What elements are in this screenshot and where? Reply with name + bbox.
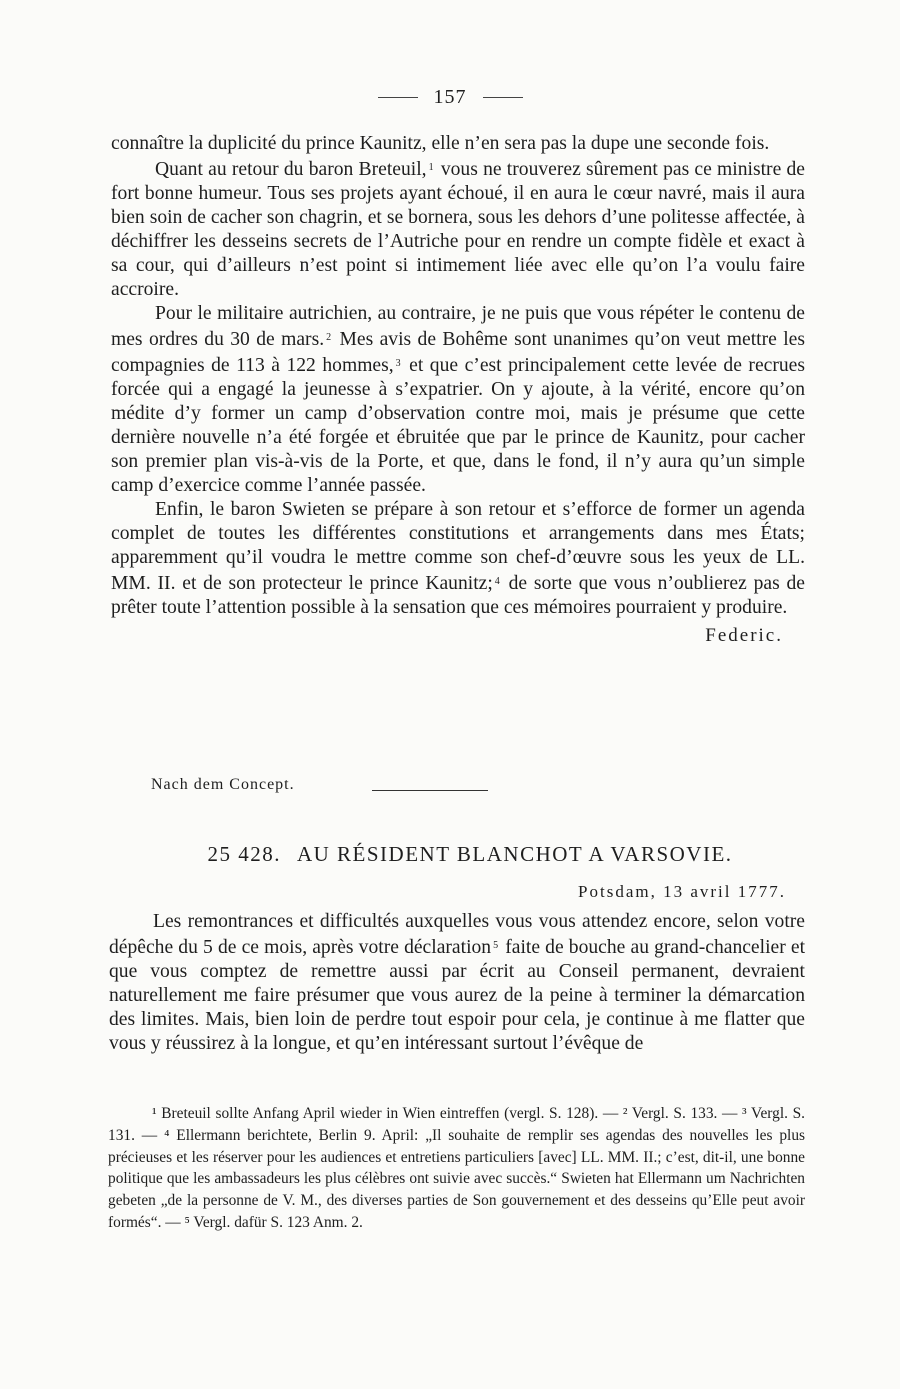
header-dash-left [378,97,418,98]
paragraph-2-text-b: vous ne trouverez sûrement pas ce ministre de fort bonne humeur. Tous ses projets ayant échoué, il en aura le cœur navré, mais il aura bien soin de cacher son chagrin, et se bornera, sous les dehors d’une politesse affectée, à déchiffrer les desseins secrets de l’Autriche pour en rendre un compte fidèle et exact à sa cour, qui d’ailleurs n’est point si intimement liée avec elle qu’on l’a voulu faire accroire. [111,159,806,300]
running-header [0,86,900,109]
letter-paragraph [109,910,805,1056]
footnotes-text: ¹ Breteuil sollte Anfang April wieder in Wien eintreffen (vergl. S. 128). — ² Vergl. S. 133. — ³ Vergl. S. 131. — ⁴ Ellermann berichtete, Berlin 9. April: „Il souhaite de remplir ses agendas des nouvelles les plus précieuses et les réserver pour les audiences et entretiens particuliers [avec] LL. MM. II.; c’est, dit-il, une bonne politique que les ambassadeurs les plus célèbres ont suivie avec succès.“ Swieten hat Ellermann um Nachrichten gebeten „de la personne de V. M., des diverses parties de Son gouvernement et des desseins qu’Elle peut avoir formés“. — ⁵ Vergl. dafür S. 123 Anm. 2. [108,1105,805,1231]
document-number: 25 428. [207,842,281,866]
source-note-row [151,776,751,794]
paragraph-2 [111,156,805,302]
paragraph-4-text-b: de sorte que vous n’oublierez pas de prêter toute l’attention possible à la sensation que ces mémoires pourraient y produire. [111,573,805,618]
footnote-ref-3: 3 [395,358,401,369]
section-divider [372,790,488,791]
footnotes [108,1103,805,1234]
paragraph-4 [111,498,805,620]
letter-body [109,910,805,1056]
footnote-ref-4: 4 [494,576,500,587]
header-dash-right [483,97,523,98]
footnote-ref-2: 2 [326,332,332,343]
letter-text-a: Les remontrances et difficultés auxquelles vous vous attendez encore, selon votre dépêche du 5 de ce mois, après votre déclaration [109,911,805,958]
paragraph-3-text-c: et que c’est principalement cette levée de recrues forcée qui a engagé la jeunesse à s’expatrier. On y ajoute, à la vérité, encore qu’on médite d’y former un camp d’observation contre moi, mais je présume que cette dernière nouvelle n’a été forgée et ébruitée que par le prince de Kaunitz, pour cacher son premier plan vis-à-vis de la Porte, et que, dans le fond, il n’y aura qu’un simple camp d’exercice comme l’année passée. [111,355,805,496]
paragraph-2-text-a: Quant au retour du baron Breteuil, [155,159,427,180]
source-note: Nach dem Concept. [151,776,295,793]
footnote-ref-5: 5 [493,940,499,951]
paragraph-3-text-b: Mes avis de Bohême sont unanimes qu’on veut mettre les compagnies de 113 à 122 hommes, [111,329,805,376]
paragraph-3 [111,302,805,498]
signature: Federic. [705,625,783,646]
letter-text-b: faite de bouche au grand-chancelier et que vous comptez de remettre aussi par écrit au Conseil permanent, devraient naturellement me faire présumer que vous aurez de la peine à terminer la démarcation des limites. Mais, bien loin de perdre tout espoir pour cela, je continue à me flatter que vous y réussirez à la longue, et qu’en intéressant surtout l’évêque de [109,937,806,1054]
document-heading [0,842,900,867]
dateline: Potsdam, 13 avril 1777. [578,882,786,901]
footnote-ref-1: 1 [428,162,434,173]
letter-body-continued [111,132,805,644]
signature-row [111,620,805,644]
paragraph-4-text-a: Enfin, le baron Swieten se prépare à son retour et s’efforce de former un agenda complet de toutes les différentes constitutions et arrangements dans mes États; apparemment qu’il voudra le mettre comme son chef-d’œuvre sous les yeux de LL. MM. II. et de son protecteur le prince Kaunitz; [111,499,805,594]
page-number: 157 [433,86,467,108]
paragraph-3-text-a: Pour le militaire autrichien, au contraire, je ne puis que vous répéter le contenu de mes ordres du 30 de mars. [111,303,805,350]
document-title: AU RÉSIDENT BLANCHOT A VARSOVIE. [296,842,733,866]
paragraph-1: connaître la duplicité du prince Kaunitz, elle n’en sera pas la dupe une seconde fois. [111,133,770,154]
